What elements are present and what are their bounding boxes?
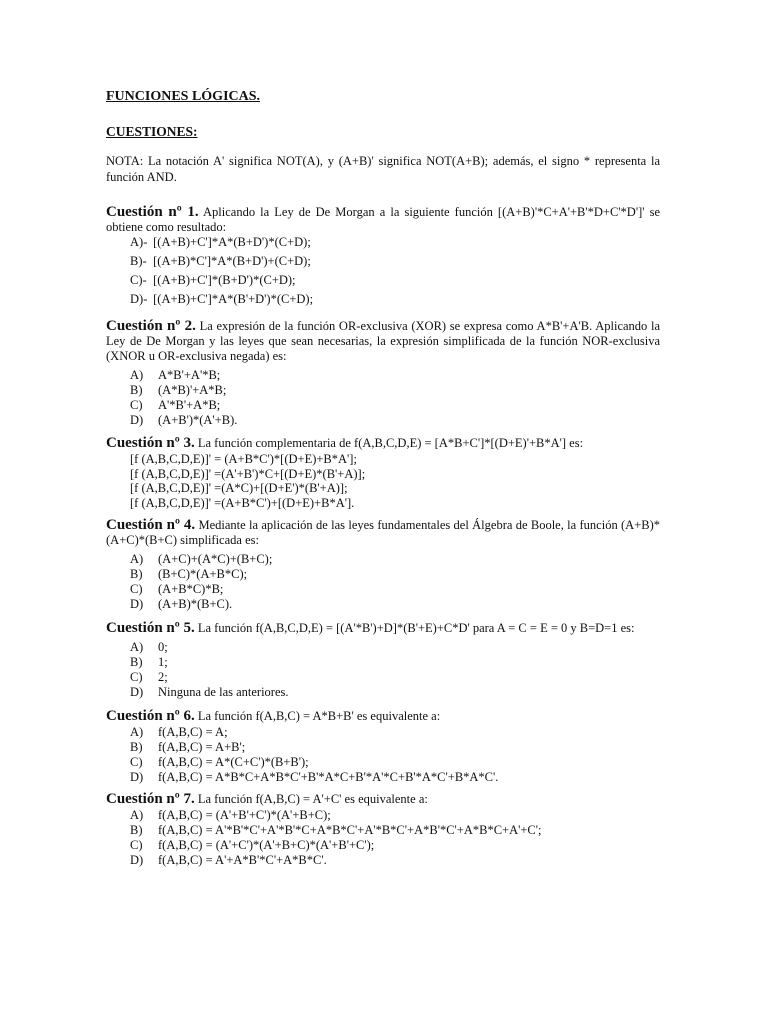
option-text: f(A,B,C) = (A'+C')*(A'+B+C)*(A'+B'+C'); xyxy=(158,838,375,852)
option-letter: B) xyxy=(130,740,143,754)
option-text: A*B'+A'*B; xyxy=(158,368,221,382)
option-text: (A+B')*(A'+B). xyxy=(158,413,238,427)
question-3 xyxy=(106,436,660,510)
option-text: (A*B)'+A*B; xyxy=(158,383,227,397)
question-2 xyxy=(106,319,660,428)
option-letter: D) xyxy=(130,413,144,427)
question-text: La función f(A,B,C) = A'+C' es equivalente a: xyxy=(197,792,428,806)
question-number: Cuestión nº 7. xyxy=(106,791,195,807)
option-d xyxy=(106,770,660,785)
question-1 xyxy=(106,205,660,309)
option-letter: D) xyxy=(130,770,144,784)
question-text: Mediante la aplicación de las leyes fundamentales del Álgebra de Boole, la función (A+B)*(A+C)*(B+C) simplificada es: xyxy=(106,518,661,547)
question-text: La expresión de la función OR-exclusiva (XOR) se expresa como A*B'+A'B. Aplicando la Ley de De Morgan y las leyes que sean necesarias, la expresión simplificada de la función NOR-exclusiva (XNOR u OR-exclusiva negada) es: xyxy=(106,319,661,363)
option-text: (A+B)*(B+C). xyxy=(158,597,233,611)
option-c xyxy=(106,838,660,853)
option-list xyxy=(106,725,660,785)
option-list xyxy=(106,233,660,309)
option-letter: C) xyxy=(130,582,143,596)
option-letter: D)- xyxy=(130,292,148,306)
section-heading: CUESTIONES: xyxy=(106,124,198,139)
option-text: Ninguna de las anteriores. xyxy=(158,685,289,699)
option-b xyxy=(106,567,660,582)
option-text: f(A,B,C) = A'*B'*C'+A'*B'*C+A*B*C'+A'*B*C'+A*B'*C'+A*B*C+A'+C'; xyxy=(158,823,542,837)
option-text: [(A+B)+C']*A*(B'+D')*(C+D); xyxy=(153,292,314,306)
option-letter: A) xyxy=(130,808,144,822)
option-1: [f (A,B,C,D,E)]' = (A+B*C')*[(D+E)+B*A']; xyxy=(130,452,357,466)
question-statement xyxy=(106,621,660,636)
option-a xyxy=(106,640,660,655)
option-c xyxy=(106,271,660,290)
question-6 xyxy=(106,709,660,785)
option-list xyxy=(106,640,660,700)
option-text: 2; xyxy=(158,670,168,684)
note-paragraph: NOTA: La notación A' significa NOT(A), y (A+B)' significa NOT(A+B); además, el signo * representa la función AND. xyxy=(106,154,660,184)
option-text: [(A+B)*C']*A*(B+D')+(C+D); xyxy=(153,254,311,268)
option-list xyxy=(106,368,660,428)
option-d xyxy=(106,685,660,700)
option-text: f(A,B,C) = A*(C+C')*(B+B'); xyxy=(158,755,309,769)
option-letter: B) xyxy=(130,823,143,837)
option-b xyxy=(106,383,660,398)
question-statement xyxy=(106,319,660,364)
option-letter: C) xyxy=(130,670,143,684)
question-5 xyxy=(106,621,660,700)
option-text: f(A,B,C) = A; xyxy=(158,725,228,739)
option-list xyxy=(106,808,660,868)
question-text: La función complementaria de f(A,B,C,D,E) = [A*B+C']*[(D+E)'+B*A'] es: xyxy=(197,436,584,450)
option-letter: C) xyxy=(130,838,143,852)
question-text: La función f(A,B,C,D,E) = [(A'*B')+D]*(B'+E)+C*D' para A = C = E = 0 y B=D=1 es: xyxy=(197,621,635,635)
question-number: Cuestión nº 6. xyxy=(106,708,195,724)
question-statement xyxy=(106,709,660,724)
option-letter: D) xyxy=(130,597,144,611)
question-statement xyxy=(106,436,660,451)
option-d xyxy=(106,853,660,868)
question-statement xyxy=(106,518,660,548)
option-list xyxy=(106,452,660,510)
option-text: (A+C)+(A*C)+(B+C); xyxy=(158,552,273,566)
option-text: A'*B'+A*B; xyxy=(158,398,221,412)
option-b xyxy=(106,655,660,670)
option-letter: A) xyxy=(130,725,144,739)
option-text: f(A,B,C) = A'+A*B'*C'+A*B*C'. xyxy=(158,853,327,867)
option-c xyxy=(106,398,660,413)
question-7 xyxy=(106,792,660,868)
option-c xyxy=(106,670,660,685)
option-a xyxy=(106,725,660,740)
question-statement xyxy=(106,205,660,235)
option-text: f(A,B,C) = (A'+B'+C')*(A'+B+C); xyxy=(158,808,331,822)
option-letter: A) xyxy=(130,640,144,654)
option-d xyxy=(106,597,660,612)
option-2: [f (A,B,C,D,E)]' =(A'+B')*C+[(D+E)*(B'+A)]; xyxy=(130,466,366,481)
option-letter: A) xyxy=(130,368,144,382)
option-a xyxy=(106,808,660,823)
question-text: La función f(A,B,C) = A*B+B' es equivalente a: xyxy=(197,709,441,723)
option-b xyxy=(106,823,660,838)
option-b xyxy=(106,252,660,271)
question-number: Cuestión nº 3. xyxy=(106,435,195,451)
option-c xyxy=(106,755,660,770)
question-number: Cuestión nº 1. xyxy=(106,204,199,220)
option-letter: C) xyxy=(130,755,143,769)
option-text: f(A,B,C) = A*B*C+A*B*C'+B'*A*C+B'*A'*C+B'*A*C'+B*A*C'. xyxy=(158,770,499,784)
option-text: [(A+B)+C']*A*(B+D')*(C+D); xyxy=(153,235,311,249)
option-letter: B)- xyxy=(130,254,147,268)
option-b xyxy=(106,740,660,755)
question-4 xyxy=(106,518,660,612)
option-a xyxy=(106,233,660,252)
option-letter: C)- xyxy=(130,273,147,287)
option-3: [f (A,B,C,D,E)]' =(A*C)+[(D+E')*(B'+A)]; xyxy=(130,481,348,495)
question-text: Aplicando la Ley de De Morgan a la siguiente función [(A+B)'*C+A'+B'*D+C'*D']' se obtiene como resultado: xyxy=(106,205,660,234)
option-letter: B) xyxy=(130,383,143,397)
option-d xyxy=(106,413,660,428)
option-letter: B) xyxy=(130,567,143,581)
option-text: 1; xyxy=(158,655,168,669)
question-number: Cuestión nº 4. xyxy=(106,517,196,533)
option-letter: A) xyxy=(130,552,144,566)
option-letter: D) xyxy=(130,685,144,699)
option-list xyxy=(106,552,660,612)
question-statement xyxy=(106,792,660,807)
option-text: 0; xyxy=(158,640,168,654)
option-a xyxy=(106,552,660,567)
option-letter: B) xyxy=(130,655,143,669)
option-a xyxy=(106,368,660,383)
question-number: Cuestión nº 5. xyxy=(106,620,195,636)
option-letter: A)- xyxy=(130,235,148,249)
option-4: [f (A,B,C,D,E)]' =(A+B*C')+[(D+E)+B*A']. xyxy=(130,495,355,510)
option-d xyxy=(106,290,660,309)
option-letter: D) xyxy=(130,853,144,867)
option-text: f(A,B,C) = A+B'; xyxy=(158,740,246,754)
question-number: Cuestión nº 2. xyxy=(106,318,196,334)
option-text: [(A+B)+C']*(B+D')*(C+D); xyxy=(153,273,296,287)
option-text: (B+C)*(A+B*C); xyxy=(158,567,248,581)
option-text: (A+B*C)*B; xyxy=(158,582,224,596)
option-letter: C) xyxy=(130,398,143,412)
page-title: FUNCIONES LÓGICAS. xyxy=(106,89,261,104)
option-c xyxy=(106,582,660,597)
